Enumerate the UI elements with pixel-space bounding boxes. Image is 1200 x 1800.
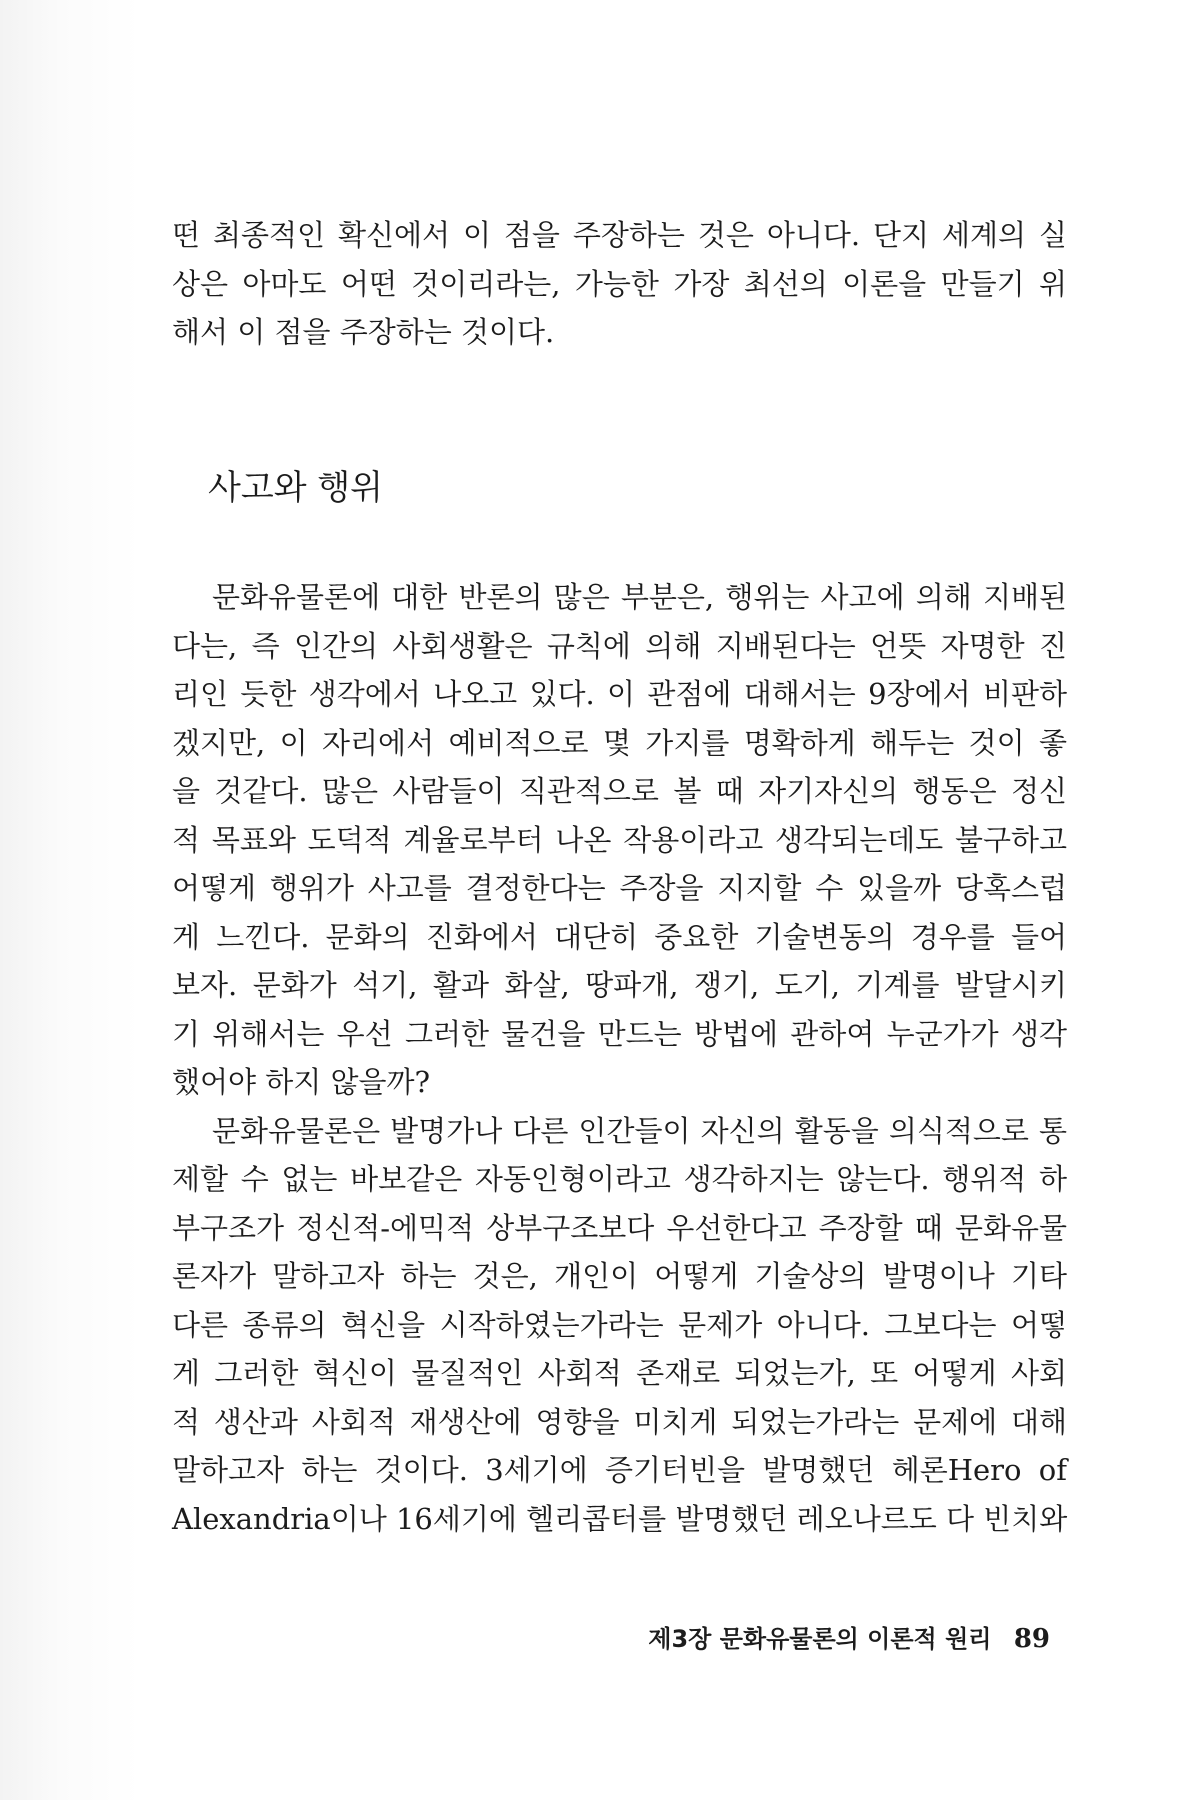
chapter-title: 제3장 문화유물론의 이론적 원리: [648, 1625, 992, 1653]
text-line: 어떻게 행위가 사고를 결정한다는 주장을 지지할 수 있을까 당혹스럽: [172, 871, 1067, 905]
text-line: Alexandria이나 16세기에 헬리콥터를 발명했던 레오나르도 다 빈치와: [172, 1501, 1068, 1536]
text-line: 다른 종류의 혁신을 시작하였는가라는 문제가 아니다. 그보다는 어떻: [172, 1307, 1067, 1342]
text-line: 했어야 하지 않을까?: [172, 1065, 431, 1099]
text-line: 말하고자 하는 것이다. 3세기에 증기터빈을 발명했던 헤론Hero of: [172, 1453, 1067, 1487]
text-line: 다는, 즉 인간의 사회생활은 규칙에 의해 지배된다는 언뜻 자명한 진: [172, 628, 1067, 663]
text-line: 제할 수 없는 바보같은 자동인형이라고 생각하지는 않는다. 행위적 하: [172, 1162, 1067, 1196]
text-line: 겠지만, 이 자리에서 예비적으로 몇 가지를 명확하게 해두는 것이 좋: [172, 725, 1067, 760]
text-line: 상은 아마도 어떤 것이리라는, 가능한 가장 최선의 이론을 만들기 위: [172, 266, 1067, 301]
text-line: 리인 듯한 생각에서 나오고 있다. 이 관점에 대해서는 9장에서 비판하: [172, 677, 1067, 711]
text-line: 게 그러한 혁신이 물질적인 사회적 존재로 되었는가, 또 어떻게 사회: [172, 1356, 1067, 1390]
text-line: 기 위해서는 우선 그러한 물건을 만드는 방법에 관하여 누군가가 생각: [172, 1016, 1067, 1051]
text-line: 문화유물론은 발명가나 다른 인간들이 자신의 활동을 의식적으로 통: [212, 1113, 1067, 1148]
text-line: 을 것같다. 많은 사람들이 직관적으로 볼 때 자기자신의 행동은 정신: [172, 774, 1067, 808]
body-text: [172, 573, 1067, 1543]
text-line: 떤 최종적인 확신에서 이 점을 주장하는 것은 아니다. 단지 세계의 실: [172, 218, 1067, 252]
section-heading: 사고와 행위: [208, 468, 384, 508]
text-line: 부구조가 정신적-에믹적 상부구조보다 우선한다고 주장할 때 문화유물: [172, 1210, 1067, 1245]
text-line: 론자가 말하고자 하는 것은, 개인이 어떻게 기술상의 발명이나 기타: [172, 1259, 1067, 1293]
text-line: 적 목표와 도덕적 계율로부터 나온 작용이라고 생각되는데도 불구하고: [172, 822, 1067, 857]
text-line: 문화유물론에 대한 반론의 많은 부분은, 행위는 사고에 의해 지배된: [212, 580, 1067, 614]
page-number: 89: [1013, 1624, 1050, 1654]
running-footer: [648, 1623, 1050, 1655]
text-line: 적 생산과 사회적 재생산에 영향을 미치게 되었는가라는 문제에 대해: [172, 1404, 1067, 1439]
text-line: 해서 이 점을 주장하는 것이다.: [172, 315, 555, 349]
text-line: 보자. 문화가 석기, 활과 화살, 땅파개, 쟁기, 도기, 기계를 발달시키: [172, 968, 1067, 1002]
intro-paragraph: [172, 211, 1067, 357]
text-line: 게 느낀다. 문화의 진화에서 대단히 중요한 기술변동의 경우를 들어: [172, 919, 1067, 954]
